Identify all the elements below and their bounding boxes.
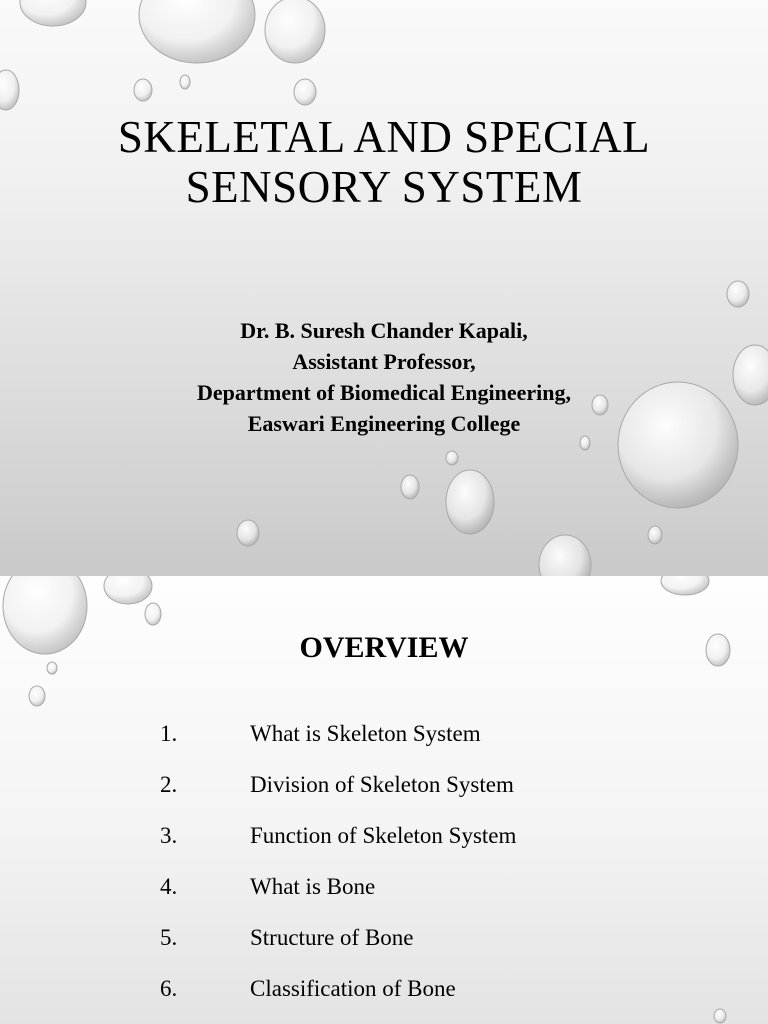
list-item bbox=[160, 872, 516, 923]
list-item-number: 5. bbox=[160, 925, 178, 950]
list-item-text: Classification of Bone bbox=[250, 976, 456, 1001]
overview-heading: OVERVIEW bbox=[299, 631, 469, 664]
list-item bbox=[160, 974, 516, 1024]
list-item-number: 3. bbox=[160, 823, 178, 848]
list-item-text: Function of Skeleton System bbox=[250, 823, 517, 848]
overview-slide bbox=[0, 576, 768, 1024]
title-line-1: SKELETAL AND SPECIAL bbox=[117, 112, 651, 162]
list-item-text: Division of Skeleton System bbox=[250, 772, 514, 797]
list-item-number: 4. bbox=[160, 874, 178, 899]
author-block bbox=[0, 315, 768, 439]
list-item bbox=[160, 770, 516, 821]
list-item bbox=[160, 719, 516, 770]
list-item-number: 6. bbox=[160, 976, 178, 1001]
presentation-title bbox=[0, 112, 768, 212]
overview-list bbox=[160, 719, 516, 1024]
author-name: Dr. B. Suresh Chander Kapali, bbox=[240, 318, 528, 343]
list-item bbox=[160, 923, 516, 974]
list-item-text: Structure of Bone bbox=[250, 925, 414, 950]
list-item-number: 1. bbox=[160, 721, 178, 746]
author-department: Department of Biomedical Engineering, bbox=[197, 380, 571, 405]
title-line-2: SENSORY SYSTEM bbox=[185, 162, 583, 212]
author-institution: Easwari Engineering College bbox=[247, 411, 521, 436]
list-item bbox=[160, 821, 516, 872]
list-item-number: 2. bbox=[160, 772, 178, 797]
list-item-text: What is Bone bbox=[250, 874, 376, 899]
list-item-text: What is Skeleton System bbox=[250, 721, 481, 746]
author-role: Assistant Professor, bbox=[292, 349, 476, 374]
